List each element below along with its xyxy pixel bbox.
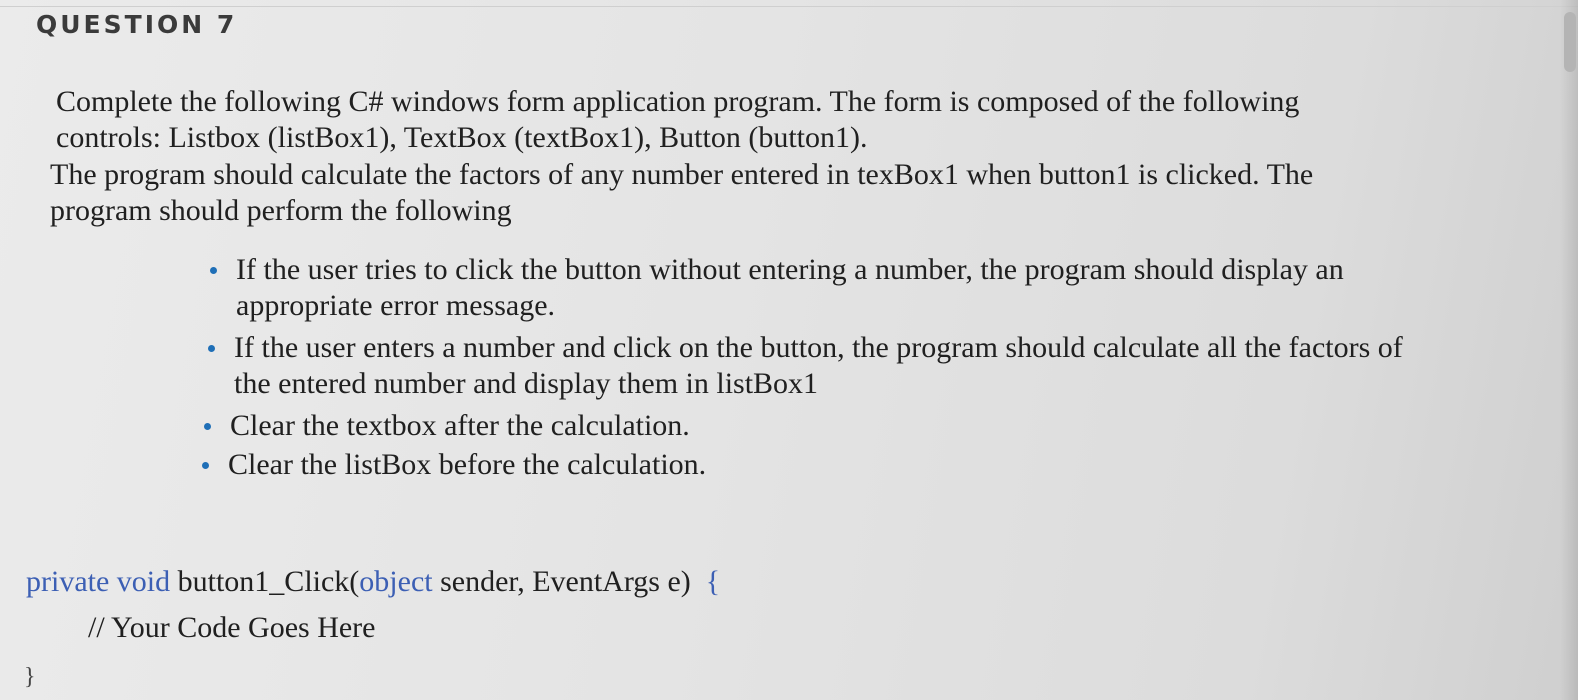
method-signature (26, 564, 720, 600)
keyword-void: void (116, 565, 171, 598)
instruction-paragraph (50, 157, 1470, 229)
code-comment: // Your Code Goes Here (88, 611, 376, 644)
close-brace: } (24, 664, 36, 690)
requirement-text: If the user tries to click the button without entering a number, the program should display an (236, 253, 1344, 286)
question-title: QUESTION 7 (36, 10, 238, 39)
bullet-icon (204, 423, 211, 430)
method-params: sender, EventArgs e) (440, 565, 691, 598)
top-divider (0, 6, 1578, 7)
bullet-icon (208, 345, 215, 352)
bullet-icon (210, 267, 217, 274)
intro-line-4: program should perform the following (50, 194, 512, 227)
intro-line-3: The program should calculate the factors of any number entered in texBox1 when button1 is clicked. The (50, 158, 1314, 191)
requirement-text: Clear the listBox before the calculation. (228, 448, 707, 481)
requirement-text: the entered number and display them in listBox1 (234, 367, 819, 400)
intro-line-2: controls: Listbox (listBox1), TextBox (textBox1), Button (button1). (56, 121, 868, 154)
requirement-text: If the user enters a number and click on the button, the program should calculate all the factors of (234, 331, 1403, 364)
requirement-text: Clear the textbox after the calculation. (230, 409, 690, 442)
intro-paragraph (56, 84, 1476, 156)
open-brace: { (705, 565, 721, 598)
method-name: button1_Click( (177, 565, 360, 598)
scrollbar-thumb[interactable] (1564, 12, 1576, 72)
requirement-text: appropriate error message. (236, 289, 556, 322)
keyword-private: private (26, 565, 110, 598)
bullet-icon (202, 462, 209, 469)
intro-line-1: Complete the following C# windows form application program. The form is composed of the following (56, 85, 1300, 118)
scrollbar[interactable] (1560, 0, 1578, 700)
keyword-object: object (359, 565, 433, 598)
